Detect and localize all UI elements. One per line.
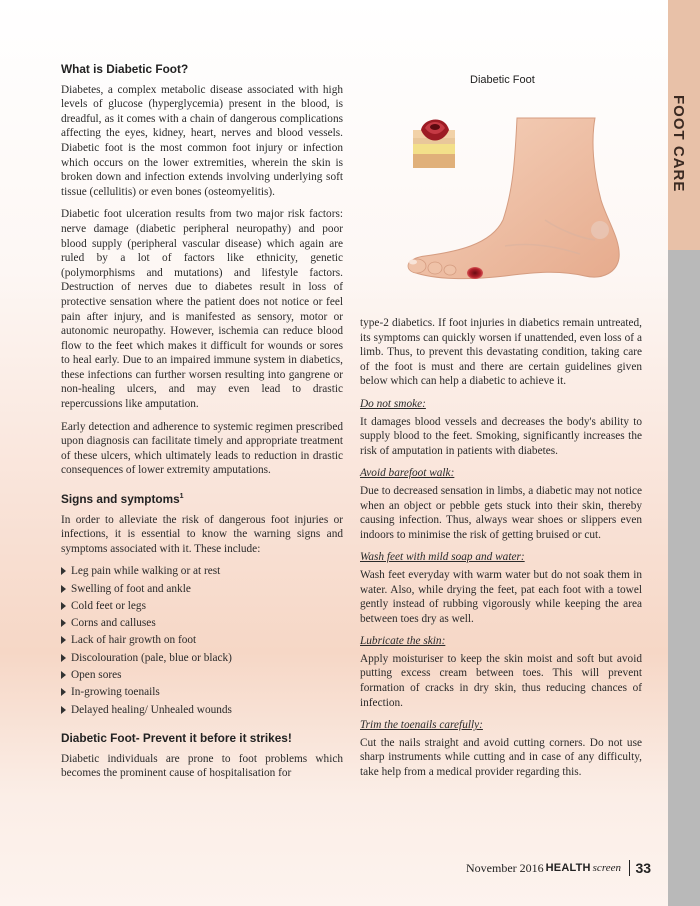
heading-what-is-diabetic-foot: What is Diabetic Foot? (61, 62, 189, 76)
heading-prevent: Diabetic Foot- Prevent it before it strikes! (61, 731, 292, 746)
list-item (61, 582, 343, 597)
tip-title: Trim the toenails carefully: (360, 719, 483, 732)
figure-title: Diabetic Foot (470, 74, 535, 86)
list-item (61, 685, 343, 700)
paragraph: Diabetic foot ulceration results from two major risk factors: nerve damage (diabetic peripheral neuropathy) and poor blood supply (peripheral vascular disease) which again are ruled by a lot of factors like ethnicity, genetic (polymorphisms and mutations) and lifestyle factors. Destruction of nerves due to diabetes result in loss of protective sensation where the patient does not notice or feel pain after injury, and is manifested as sensory, motor or autonomic neuropathy. However, ischemia can reduce blood flow to the feet which makes it difficult for wounds or sores to heal early. Due to an impaired immune system in diabetics, these infections can further worsen resulting into gangrene or non-healing ulcers, and may even lead to drastic repercussions like amputation. (61, 208, 343, 411)
tip-title: Avoid barefoot walk: (360, 467, 455, 480)
divider (629, 860, 631, 876)
arrow-bullet-icon (61, 636, 66, 644)
tip-title: Do not smoke: (360, 397, 426, 410)
right-column (360, 316, 642, 788)
list-item-text: Leg pain while walking or at rest (71, 565, 221, 578)
tip-text: It damages blood vessels and decreases the body's ability to supply blood to the feet. Smoking, significantly increases the risk of amputation in patients with diabetes. (360, 415, 642, 457)
symptoms-list (61, 564, 343, 717)
list-item-text: Discolouration (pale, blue or black) (71, 651, 232, 664)
tip-title: Wash feet with mild soap and water: (360, 551, 525, 564)
issue-date: November 2016 (466, 860, 544, 875)
arrow-bullet-icon (61, 619, 66, 627)
page-footer (466, 858, 651, 878)
paragraph: type-2 diabetics. If foot injuries in diabetics remain untreated, its symptoms can quickly worsen if unattended, even loss of a limb. Thus, to prevent this devastating condition, taking care of the foot is must and there are certain guidelines given below which can help a diabetic to achieve it. (360, 317, 642, 388)
heading-signs-and-symptoms (61, 490, 343, 507)
magazine-brand: HEALTH (545, 862, 591, 874)
list-item-text: Lack of hair growth on foot (71, 634, 197, 647)
list-item (61, 564, 343, 579)
list-item-text: Cold feet or legs (71, 599, 146, 612)
tip-title: Lubricate the skin: (360, 635, 446, 648)
list-item-text: Corns and calluses (71, 617, 156, 630)
paragraph: Diabetic individuals are prone to foot problems which becomes the prominent cause of hospitalisation for (61, 752, 343, 780)
arrow-bullet-icon (61, 688, 66, 696)
arrow-bullet-icon (61, 602, 66, 610)
list-item (61, 651, 343, 666)
section-tab-label: FOOT CARE (670, 95, 687, 193)
tip-text: Apply moisturiser to keep the skin moist and soft but avoid putting excess cream between toes. This will prevent formation of cracks in dry skin, thus reducing chances of infection. (360, 652, 642, 709)
paragraph: Diabetes, a complex metabolic disease associated with high levels of glucose (hyperglycemia) present in the blood, is dreadful, as it comes with a chain of dangerous complications affecting the eyes, kidney, heart, nerves and blood vessels. Diabetic foot is the most common foot injury or infection which occurs on the lower extremities, wherein the skin is broken down and infection extends involving underlying soft tissue (cellulitis) or even bones (osteomyelitis). (61, 83, 343, 198)
arrow-bullet-icon (61, 585, 66, 593)
list-item-text: Open sores (71, 669, 122, 682)
tip-text: Due to decreased sensation in limbs, a diabetic may not notice when an object or pebble gets stuck into their skin, thereby causing infection. Thus, always wear shoes or slippers even indoors to minimise the risk of getting bruised or cut. (360, 484, 642, 541)
arrow-bullet-icon (61, 706, 66, 714)
heading-text: Signs and symptoms (61, 491, 180, 506)
footnote-marker: 1 (179, 493, 184, 501)
paragraph: In order to alleviate the risk of dangerous foot injuries or infections, it is essential to know the warning signs and symptoms associated with it. These include: (61, 513, 343, 555)
foot-illustration-icon (395, 70, 655, 300)
diabetic-foot-illustration (395, 70, 655, 300)
paragraph: Early detection and adherence to systemic regimen prescribed upon diagnosis can facilitate timely and appropriate treatment of these ulcers, which ultimately leads to reduction in drastic consequences of lower extremity amputations. (61, 420, 343, 477)
side-bar (668, 250, 700, 906)
tip-text: Cut the nails straight and avoid cutting corners. Do not use sharp instruments while cutting and in case of any difficulty, take help from a medical provider regarding this. (360, 736, 642, 779)
left-column (61, 62, 343, 789)
list-item (61, 599, 343, 614)
magazine-brand-suffix: screen (592, 862, 621, 874)
arrow-bullet-icon (61, 567, 66, 575)
list-item (61, 703, 343, 718)
tip-text: Wash feet everyday with warm water but do not soak them in water. Also, while drying the feet, pat each foot with a towel gently instead of rubbing vigorously while keeping the area between toes dry as well. (360, 568, 642, 625)
arrow-bullet-icon (61, 654, 66, 662)
list-item (61, 616, 343, 631)
section-tab (668, 0, 700, 250)
list-item (61, 633, 343, 648)
page-number: 33 (635, 860, 652, 876)
list-item (61, 668, 343, 683)
arrow-bullet-icon (61, 671, 66, 679)
list-item-text: In-growing toenails (71, 686, 160, 699)
list-item-text: Delayed healing/ Unhealed wounds (71, 703, 232, 716)
list-item-text: Swelling of foot and ankle (71, 582, 191, 595)
